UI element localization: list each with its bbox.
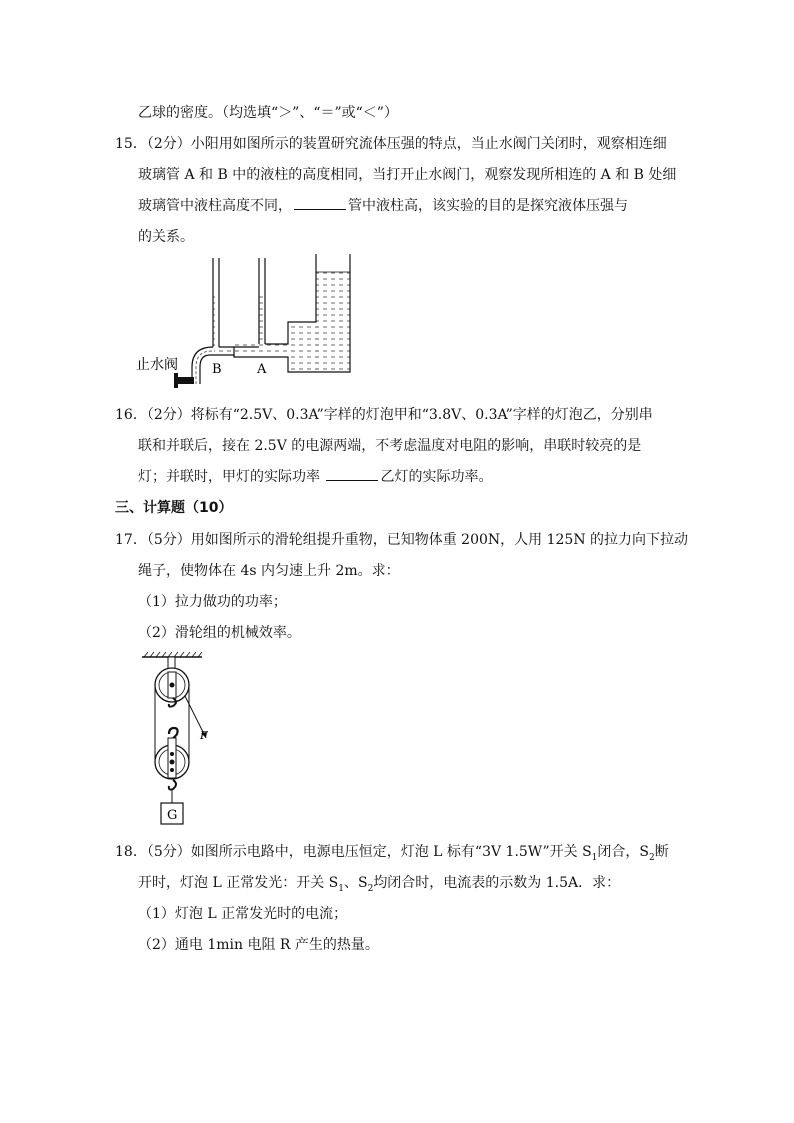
q16-line-3 bbox=[138, 467, 492, 487]
q18-line-1 bbox=[115, 842, 669, 868]
tube-b-label: B bbox=[212, 362, 222, 377]
q16-line-3a: 灯；并联时，甲灯的实际功率 bbox=[138, 469, 325, 485]
q18-sub-2: （2）通电 1min 电阻 R 产生的热量。 bbox=[138, 937, 379, 953]
q18-line-2b: 、S bbox=[343, 875, 368, 891]
q17-pulley-figure bbox=[140, 650, 230, 830]
q16-line-2: 联和并联后，接在 2.5V 的电源两端，不考虑温度对电阻的影响，串联时较亮的是 bbox=[138, 438, 642, 454]
q15-line-2: 玻璃管 A 和 B 中的液柱的高度相同，当打开止水阀门，观察发现所相连的 A 和 B 处细 bbox=[138, 167, 677, 183]
q16-line-1: 16．（2分）将标有“2.5V、0.3A”字样的灯泡甲和“3.8V、0.3A”字样的灯泡乙，分别串 bbox=[115, 407, 653, 423]
q15-line-3 bbox=[138, 196, 628, 216]
force-label: F bbox=[200, 729, 208, 742]
q15-answer-blank[interactable] bbox=[294, 196, 346, 210]
q15-line-1: 15．（2分）小阳用如图所示的装置研究流体压强的特点，当止水阀门关闭时，观察相连细 bbox=[115, 136, 667, 152]
q18-sub-1: （1）灯泡 L 正常发光时的电流； bbox=[138, 906, 348, 922]
q18-line-2 bbox=[138, 873, 620, 899]
q18-s2-sub-a: 2 bbox=[648, 852, 655, 863]
q18-line-1b: 闭合，S bbox=[597, 844, 649, 860]
q17-line-1: 17．（5分）用如图所示的滑轮组提升重物，已知物体重 200N，人用 125N 的拉力向下拉动 bbox=[115, 532, 689, 548]
q18-line-1c: 断 bbox=[654, 844, 669, 860]
section-3-heading: 三、计算题（10） bbox=[115, 500, 233, 516]
q17-line-2: 绳子，使物体在 4s 内匀速上升 2m。求： bbox=[138, 563, 400, 579]
tube-a-label: A bbox=[257, 362, 267, 377]
q18-s1-sub-a: 1 bbox=[591, 852, 598, 863]
weight-label: G bbox=[167, 808, 178, 823]
q15-line-4: 的关系。 bbox=[138, 229, 194, 245]
q18-s2-sub-b: 2 bbox=[367, 883, 374, 894]
q17-sub-2: （2）滑轮组的机械效率。 bbox=[138, 625, 301, 641]
q15-line-3b: 管中液柱高，该实验的目的是探究液体压强与 bbox=[348, 198, 628, 214]
q18-line-2a: 开时，灯泡 L 正常发光：开关 S bbox=[138, 875, 339, 891]
q15-fluid-figure bbox=[130, 252, 360, 394]
valve-label: 止水阀 bbox=[136, 357, 178, 373]
q17-sub-1: （1）拉力做功的功率； bbox=[138, 594, 287, 610]
q14-tail-text: 乙球的密度。（均选填“＞”、“＝”或“＜”） bbox=[138, 105, 398, 121]
q16-answer-blank[interactable] bbox=[326, 467, 378, 481]
q18-line-2c: 均闭合时，电流表的示数为 1.5A．求： bbox=[373, 875, 621, 891]
q18-s1-sub-b: 1 bbox=[338, 883, 344, 894]
q15-line-3a: 玻璃管中液柱高度不同， bbox=[138, 198, 292, 214]
q16-line-3b: 乙灯的实际功率。 bbox=[380, 469, 493, 485]
q18-line-1a: 18．（5分）如图所示电路中，电源电压恒定，灯泡 L 标有“3V 1.5W”开关 S bbox=[115, 844, 592, 860]
